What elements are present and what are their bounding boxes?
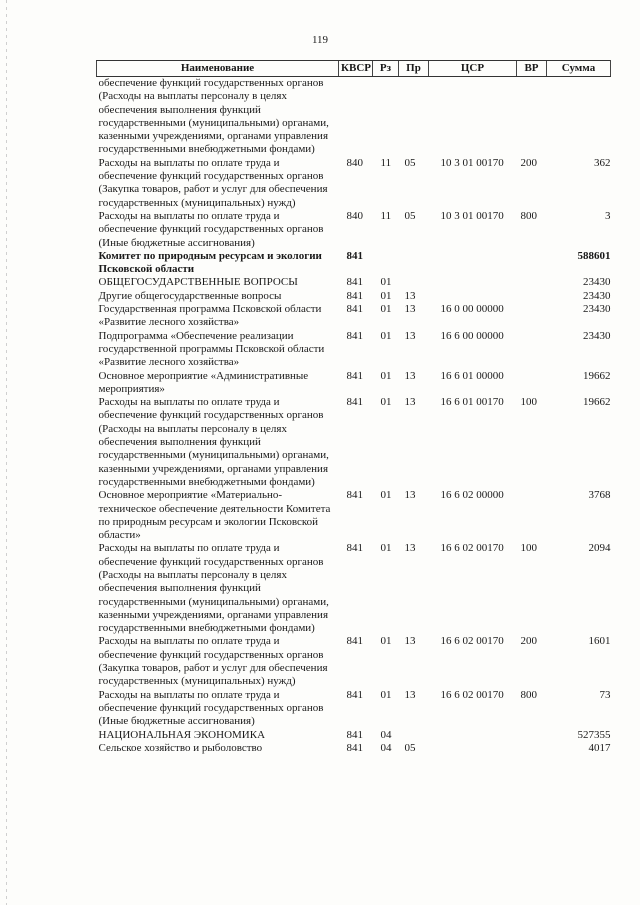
cell-rz: 01: [380, 542, 392, 555]
cell-name: Государственная программа Псковской области «Развитие лесного хозяйства»: [98, 303, 322, 329]
cell-name: Сельское хозяйство и рыболовство: [98, 741, 263, 754]
cell-rz: 01: [380, 329, 392, 342]
cell-kvsr: 841: [346, 489, 363, 502]
cell-pr: 13: [404, 542, 416, 555]
cell-rz: [373, 77, 399, 157]
cell-kvsr: 841: [346, 329, 363, 342]
cell-pr: 13: [404, 303, 416, 316]
cell-vr: 200: [520, 156, 537, 169]
cell-vr: [517, 290, 547, 303]
cell-rz: 01: [380, 688, 392, 701]
cell-pr: 13: [404, 289, 416, 302]
cell-csr: [429, 250, 517, 277]
cell-vr: 800: [520, 688, 537, 701]
cell-vr: [517, 489, 547, 542]
header-csr: ЦСР: [429, 61, 517, 77]
cell-vr: [517, 729, 547, 742]
cell-csr: 16 6 02 00170: [440, 542, 504, 555]
cell-name: ОБЩЕГОСУДАРСТВЕННЫЕ ВОПРОСЫ: [98, 276, 298, 289]
table-header-row: [97, 61, 611, 77]
cell-vr: [517, 742, 547, 755]
cell-csr: 16 6 02 00170: [440, 635, 504, 648]
cell-kvsr: 840: [346, 209, 363, 222]
cell-rz: 11: [380, 209, 392, 222]
cell-rz: 01: [380, 276, 392, 289]
header-kvsr: КВСР: [339, 61, 373, 77]
cell-sum: 23430: [583, 303, 611, 316]
cell-csr: 16 6 01 00170: [440, 396, 504, 409]
cell-pr: [399, 276, 429, 289]
cell-pr: 05: [404, 209, 416, 222]
cell-csr: 16 6 02 00000: [440, 489, 504, 502]
table-row: [97, 303, 611, 330]
cell-csr: 16 6 02 00170: [440, 688, 504, 701]
cell-pr: 13: [404, 688, 416, 701]
cell-sum: 3768: [588, 489, 611, 502]
cell-csr: [429, 77, 517, 157]
cell-csr: 16 6 01 00000: [440, 369, 504, 382]
budget-table: [96, 60, 611, 755]
cell-name: Подпрограмма «Обеспечение реализации государственной программы Псковской области «Развитие лесного хозяйства»: [98, 329, 325, 369]
cell-pr: [399, 77, 429, 157]
cell-name: Другие общегосударственные вопросы: [98, 289, 282, 302]
cell-sum: 73: [599, 688, 611, 701]
cell-name: Расходы на выплаты по оплате труда и обеспечение функций государственных органов (Расходы на выплаты персоналу в целях обеспечения выполнения функций государственными (муниципальными) органами, казенными учреждениями, органами управления государственными внебюджетными фондами): [98, 396, 329, 488]
cell-pr: 13: [404, 635, 416, 648]
cell-kvsr: 841: [346, 276, 363, 289]
cell-pr: 13: [404, 329, 416, 342]
cell-csr: [429, 742, 517, 755]
cell-kvsr: 841: [346, 741, 363, 754]
cell-vr: 200: [520, 635, 537, 648]
table-row: [97, 210, 611, 250]
table-row: [97, 689, 611, 729]
cell-name: Расходы на выплаты по оплате труда и обеспечение функций государственных органов (Иные бюджетные ассигнования): [98, 209, 324, 249]
header-pr: Пр: [399, 61, 429, 77]
cell-name: Расходы на выплаты по оплате труда и обеспечение функций государственных органов (Иные бюджетные ассигнования): [98, 688, 324, 728]
cell-kvsr: 841: [346, 688, 363, 701]
cell-vr: 100: [520, 396, 537, 409]
cell-sum: 4017: [588, 741, 611, 754]
cell-rz: 01: [380, 396, 392, 409]
table-row: [97, 489, 611, 542]
table-row: [97, 370, 611, 397]
cell-pr: [399, 729, 429, 742]
cell-pr: 13: [404, 489, 416, 502]
cell-vr: [517, 276, 547, 289]
cell-kvsr: 841: [346, 289, 363, 302]
cell-csr: [429, 276, 517, 289]
cell-sum: 19662: [583, 396, 611, 409]
cell-name: Расходы на выплаты по оплате труда и обеспечение функций государственных органов (Расходы на выплаты персоналу в целях обеспечения выполнения функций государственными (муниципальными) органами, казенными учреждениями, органами управления государственными внебюджетными фондами): [98, 542, 329, 635]
table-row: [97, 742, 611, 755]
cell-pr: [399, 250, 429, 277]
cell-vr: 800: [520, 209, 537, 222]
cell-sum: 19662: [583, 369, 611, 382]
cell-kvsr: 841: [346, 542, 363, 555]
cell-name: Основное мероприятие «Административные мероприятия»: [98, 369, 309, 395]
cell-rz: 04: [380, 741, 392, 754]
header-vr: ВР: [517, 61, 547, 77]
table-body: [97, 77, 611, 756]
cell-csr: 10 3 01 00170: [440, 209, 504, 222]
header-sum: Сумма: [547, 61, 611, 77]
table-row: [97, 396, 611, 489]
cell-sum: 3: [605, 209, 611, 222]
cell-vr: [517, 370, 547, 397]
scan-edge: [6, 0, 7, 905]
cell-name: Расходы на выплаты по оплате труда и обеспечение функций государственных органов (Закупка товаров, работ и услуг для обеспечения государственных (муниципальных) нужд): [98, 635, 328, 688]
cell-kvsr: 841: [346, 369, 363, 382]
cell-name: Комитет по природным ресурсам и экологии Псковской области: [98, 249, 322, 276]
table-row: [97, 77, 611, 157]
cell-pr: 13: [404, 369, 416, 382]
cell-name: Основное мероприятие «Материально-техническое обеспечение деятельности Комитета по природным ресурсам и экологии Псковской области»: [98, 489, 331, 542]
cell-pr: 05: [404, 156, 416, 169]
cell-rz: 11: [380, 156, 392, 169]
header-name: Наименование: [97, 61, 339, 77]
cell-sum: 23430: [583, 289, 611, 302]
table-row: [97, 157, 611, 210]
cell-rz: 01: [380, 635, 392, 648]
cell-rz: [373, 250, 399, 277]
cell-csr: 16 0 00 00000: [440, 303, 504, 316]
cell-kvsr: [339, 77, 373, 157]
cell-rz: 04: [380, 728, 392, 741]
cell-sum: 527355: [577, 728, 611, 741]
table-row: [97, 250, 611, 277]
cell-sum: 362: [594, 156, 611, 169]
cell-pr: 13: [404, 396, 416, 409]
cell-csr: [429, 729, 517, 742]
cell-kvsr: 841: [346, 303, 363, 316]
table-row: [97, 635, 611, 688]
table-row: [97, 330, 611, 370]
cell-sum: 1601: [588, 635, 611, 648]
table-row: [97, 729, 611, 742]
cell-name: Расходы на выплаты по оплате труда и обеспечение функций государственных органов (Закупка товаров, работ и услуг для обеспечения государственных (муниципальных) нужд): [98, 156, 328, 209]
cell-name: НАЦИОНАЛЬНАЯ ЭКОНОМИКА: [98, 728, 266, 741]
table-row: [97, 542, 611, 635]
table-row: [97, 276, 611, 289]
cell-pr: 05: [404, 741, 416, 754]
cell-kvsr: 840: [346, 156, 363, 169]
cell-sum: [547, 77, 611, 157]
cell-rz: 01: [380, 303, 392, 316]
cell-rz: 01: [380, 489, 392, 502]
cell-csr: [429, 290, 517, 303]
cell-vr: [517, 250, 547, 277]
cell-rz: 01: [380, 369, 392, 382]
cell-sum: 23430: [583, 329, 611, 342]
cell-sum: 2094: [588, 542, 611, 555]
cell-vr: [517, 303, 547, 330]
cell-rz: 01: [380, 289, 392, 302]
cell-name: обеспечение функций государственных органов (Расходы на выплаты персоналу в целях обеспечения выполнения функций государственными (муниципальными) органами, казенными учреждениями, органами управления государственными внебюджетными фондами): [98, 77, 329, 156]
table-row: [97, 290, 611, 303]
header-rz: Рз: [373, 61, 399, 77]
cell-sum: 23430: [583, 276, 611, 289]
cell-sum: 588601: [577, 249, 611, 262]
page-number: 119: [311, 34, 329, 46]
cell-vr: 100: [520, 542, 537, 555]
cell-kvsr: 841: [346, 396, 363, 409]
cell-csr: 10 3 01 00170: [440, 156, 504, 169]
cell-kvsr: 841: [346, 728, 363, 741]
cell-vr: [517, 330, 547, 370]
cell-kvsr: 841: [346, 635, 363, 648]
cell-csr: 16 6 00 00000: [440, 329, 504, 342]
cell-kvsr: 841: [346, 249, 363, 262]
cell-vr: [517, 77, 547, 157]
